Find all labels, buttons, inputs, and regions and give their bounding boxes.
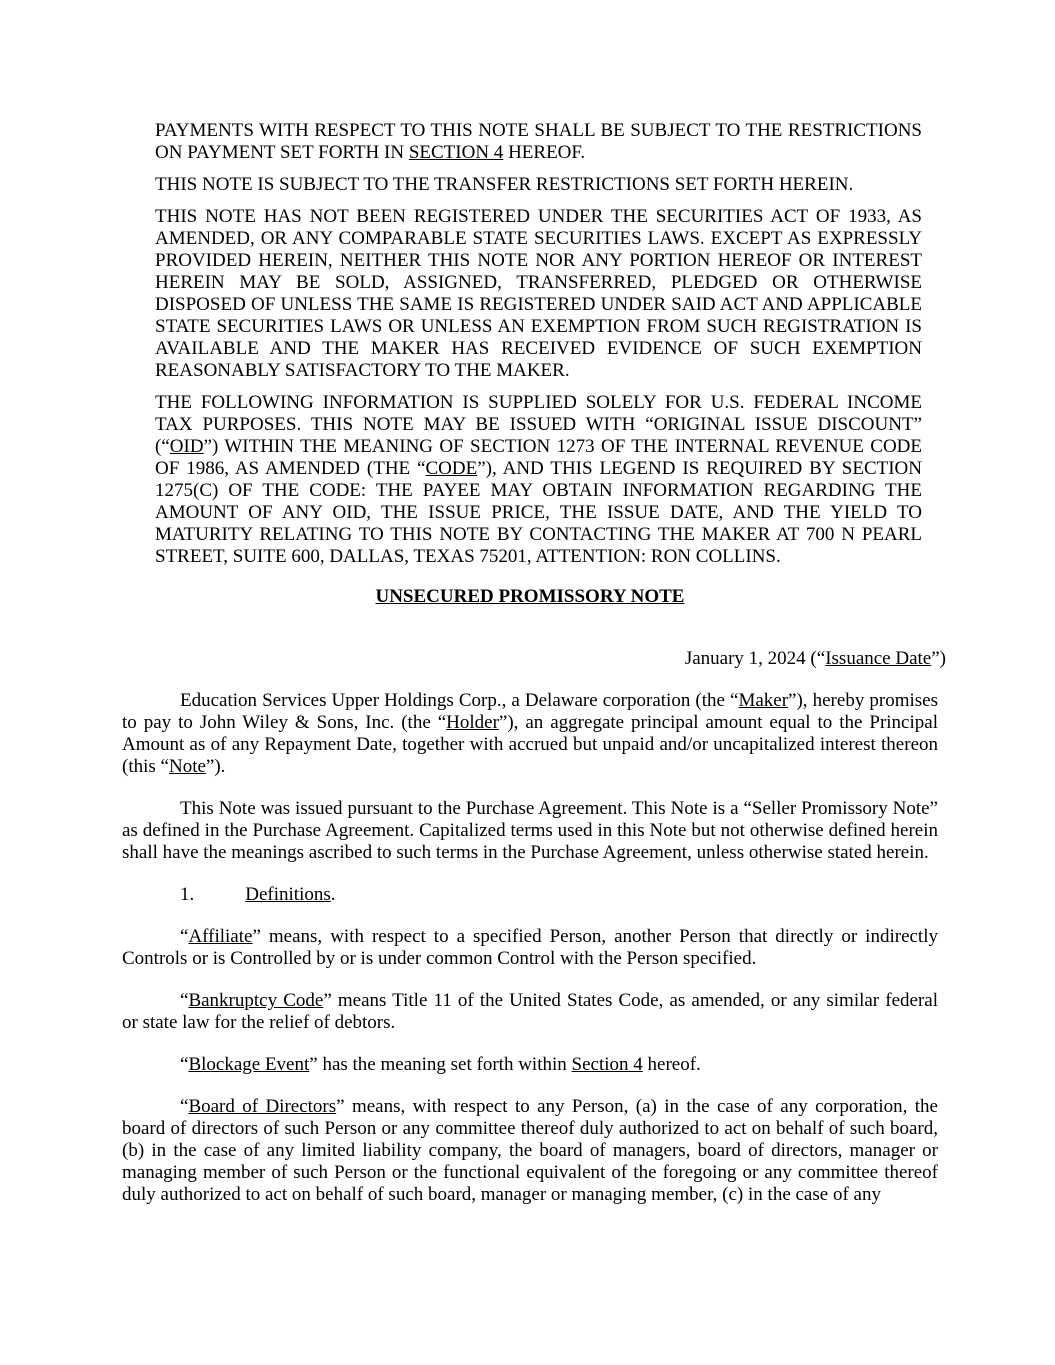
body-paragraph-purchase-agreement: This Note was issued pursuant to the Purchase Agreement. This Note is a “Seller Promissory Note” as defined in the Purchase Agreement. Capitalized terms used in this Note but not otherwise defined herein shall have the meanings ascribed to such terms in the Purchase Agreement, unless otherwise stated herein.	[122, 798, 938, 863]
document-title: UNSECURED PROMISSORY NOTE	[375, 586, 685, 607]
definition-paragraph-bankruptcy-code: “Bankruptcy Code” means Title 11 of the United States Code, as amended, or any similar federal or state law for the relief of debtors.	[122, 990, 938, 1033]
legend-paragraph-payments: PAYMENTS WITH RESPECT TO THIS NOTE SHALL BE SUBJECT TO THE RESTRICTIONS ON PAYMENT SET FORTH IN SECTION 4 HEREOF.	[155, 120, 922, 163]
legend-paragraph-securities-act: THIS NOTE HAS NOT BEEN REGISTERED UNDER THE SECURITIES ACT OF 1933, AS AMENDED, OR ANY COMPARABLE STATE SECURITIES LAWS. EXCEPT AS EXPRESSLY PROVIDED HEREIN, NEITHER THIS NOTE NOR ANY PORTION HEREOF OR INTEREST HEREIN MAY BE SOLD, ASSIGNED, TRANSFERRED, PLEDGED OR OTHERWISE DISPOSED OF UNLESS THE SAME IS REGISTERED UNDER SAID ACT AND APPLICABLE STATE SECURITIES LAWS OR UNLESS AN EXEMPTION FROM SUCH REGISTRATION IS AVAILABLE AND THE MAKER HAS RECEIVED EVIDENCE OF SUCH EXEMPTION REASONABLY SATISFACTORY TO THE MAKER.	[155, 206, 922, 381]
legend-paragraph-transfer: THIS NOTE IS SUBJECT TO THE TRANSFER RESTRICTIONS SET FORTH HEREIN.	[155, 174, 854, 195]
section-number: 1.	[180, 884, 195, 905]
definition-paragraph-affiliate: “Affiliate” means, with respect to a specified Person, another Person that directly or indirectly Controls or is Controlled by or is under common Control with the Person specified.	[122, 926, 938, 969]
issuance-date-line: January 1, 2024 (“Issuance Date”)	[684, 648, 946, 669]
body-paragraph-promise-to-pay: Education Services Upper Holdings Corp., a Delaware corporation (the “Maker”), hereby promises to pay to John Wiley & Sons, Inc. (the “Holder”), an aggregate principal amount equal to the Principal Amount as of any Repayment Date, together with accrued but unpaid and/or uncapitalized interest thereon (this “Note”).	[122, 690, 938, 777]
definition-paragraph-board-of-directors: “Board of Directors” means, with respect to any Person, (a) in the case of any corporation, the board of directors of such Person or any committee thereof duly authorized to act on behalf of such board, (b) in the case of any limited liability company, the board of managers, board of directors, manager or managing member of such Person or the functional equivalent of the foregoing or any committee thereof duly authorized to act on behalf of such board, manager or managing member, (c) in the case of any	[122, 1096, 938, 1205]
definition-paragraph-blockage-event: “Blockage Event” has the meaning set forth within Section 4 hereof.	[180, 1054, 701, 1075]
section-heading-label: Definitions.	[245, 884, 336, 905]
section-heading-definitions	[122, 884, 938, 906]
legend-paragraph-tax: THE FOLLOWING INFORMATION IS SUPPLIED SOLELY FOR U.S. FEDERAL INCOME TAX PURPOSES. THIS NOTE MAY BE ISSUED WITH “ORIGINAL ISSUE DISCOUNT” (“OID”) WITHIN THE MEANING OF SECTION 1273 OF THE INTERNAL REVENUE CODE OF 1986, AS AMENDED (THE “CODE”), AND THIS LEGEND IS REQUIRED BY SECTION 1275(C) OF THE CODE: THE PAYEE MAY OBTAIN INFORMATION REGARDING THE AMOUNT OF ANY OID, THE ISSUE PRICE, THE ISSUE DATE, AND THE YIELD TO MATURITY RELATING TO THIS NOTE BY CONTACTING THE MAKER AT 700 N PEARL STREET, SUITE 600, DALLAS, TEXAS 75201, ATTENTION: RON COLLINS.	[155, 392, 922, 567]
